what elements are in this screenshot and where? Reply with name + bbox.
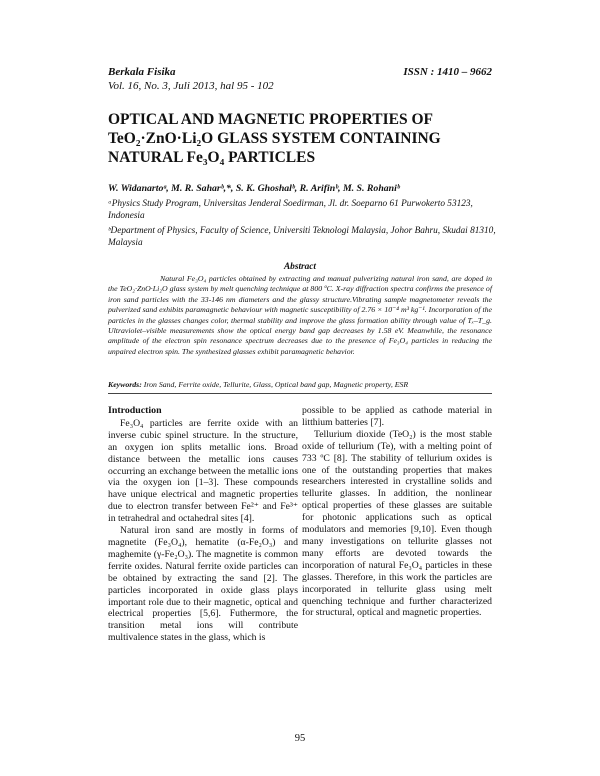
journal-name: Berkala Fisika (108, 66, 176, 78)
volume-info: Vol. 16, No. 3, Juli 2013, hal 95 - 102 (108, 80, 274, 92)
paragraph: Fe₃O₄ particles are ferrite oxide with an inverse cubic spinel structure. In the structure, an oxygen ion splits metallic ions. Broad distance between the metallic ions causes occurring an exchange between the metallic ions via the oxygen ion [1–3]. These compounds have unique electrical and magnetic properties due to electron transfer between Fe²⁺ and Fe³⁺ in tetrahedral and octahedral sites [4]. (108, 417, 298, 525)
keywords-label: Keywords: (108, 380, 142, 389)
issn: ISSN : 1410 – 9662 (403, 66, 492, 78)
author-list: W. Widanartoᵃ, M. R. Saharᵇ,*, S. K. Ghoshalᵇ, R. Arifinᵇ, M. S. Rohaniᵇ (108, 183, 400, 194)
abstract-text: Natural Fe₃O₄ particles obtained by extracting and manual pulverizing natural iron sand, are doped in the TeO₂·ZnO·Li₂O glass system by melt quenching technique at 800 ºC. X-ray diffraction spectra confirms the presence of iron sand particles with the 33-146 nm diameters and the glassy structure.Vibrating sample magnetometer reveals the pulverized sand exhibits paramagnetic behaviour with magnetic susceptibility of 2.76 × 10⁻⁴ m³ kg⁻¹. Incorporation of the particles in the glasses changes color, thermal stability and improve the glass formation ability through value of Tₓ–T_g. Ultraviolet–visible measurements show the optical energy band gap decreases by 1.58 eV. Meanwhile, the resonance amplitude of the electron spin resonance spectrum decreases due to the presence of Fe₃O₄ particles in reducing the unpaired electron spin. The synthesized glasses exhibit paramagnetic behavior. (108, 274, 492, 356)
paper-title (108, 110, 498, 167)
affiliation-a: ᵃPhysics Study Program, Universitas Jenderal Soedirman, Jl. dr. Soeparno 61 Purwokerto 53123, Indonesia (108, 199, 473, 221)
paragraph: possible to be applied as cathode material in litthium batteries [7]. (302, 405, 492, 428)
page-number: 95 (294, 733, 306, 744)
section-divider (108, 393, 492, 394)
title-line: OPTICAL AND MAGNETIC PROPERTIES OF (108, 111, 433, 128)
keywords (108, 380, 492, 390)
right-column (302, 405, 492, 619)
paragraph: Tellurium dioxide (TeO₂) is the most stable oxide of tellurium (Te), with a melting point of 733 ºC [8]. The stability of tellurium oxides is one of the outstanding properties that makes researchers interested in crystalline solids and tellurite glasses. In addition, the nonlinear optical properties of these glasses are suitable for photonic applications such as optical modulators and memories [9,10]. Even though many investigations on tellurite glasses not many efforts are devoted towards the incorporation of natural Fe₃O₄ particles in these glasses. Therefore, in this work the particles are incorporated in tellurite glass using melt quenching technique and further characterized for structural, optical and magnetic properties. (302, 428, 492, 619)
affiliation-b: ᵇDepartment of Physics, Faculty of Science, Universiti Teknologi Malaysia, Johor Bahru, Skudai 81310, Malaysia (108, 226, 496, 248)
left-column (108, 405, 298, 644)
keywords-text: Iron Sand, Ferrite oxide, Tellurite, Glass, Optical band gap, Magnetic property, ESR (141, 380, 409, 389)
paragraph: Natural iron sand are mostly in forms of magnetite (Fe₃O₄), hematite (α-Fe₂O₃) and maghemite (γ-Fe₂O₃). The magnetite is common ferrite oxides. Natural ferrite oxide particles can be obtained by extracting the sand [2]. The particles incorporated in oxide glass plays important role due to their magnetic, optical and electrical properties [5,6]. Futhermore, the transition metal ions will contribute multivalence states in the glass, which is (108, 525, 298, 644)
abstract-heading: Abstract (283, 262, 317, 272)
title-line: TeO₂·ZnO·Li₂O GLASS SYSTEM CONTAINING (108, 130, 441, 147)
intro-heading: Introduction (108, 405, 162, 416)
title-line: NATURAL Fe₃O₄ PARTICLES (108, 149, 316, 166)
